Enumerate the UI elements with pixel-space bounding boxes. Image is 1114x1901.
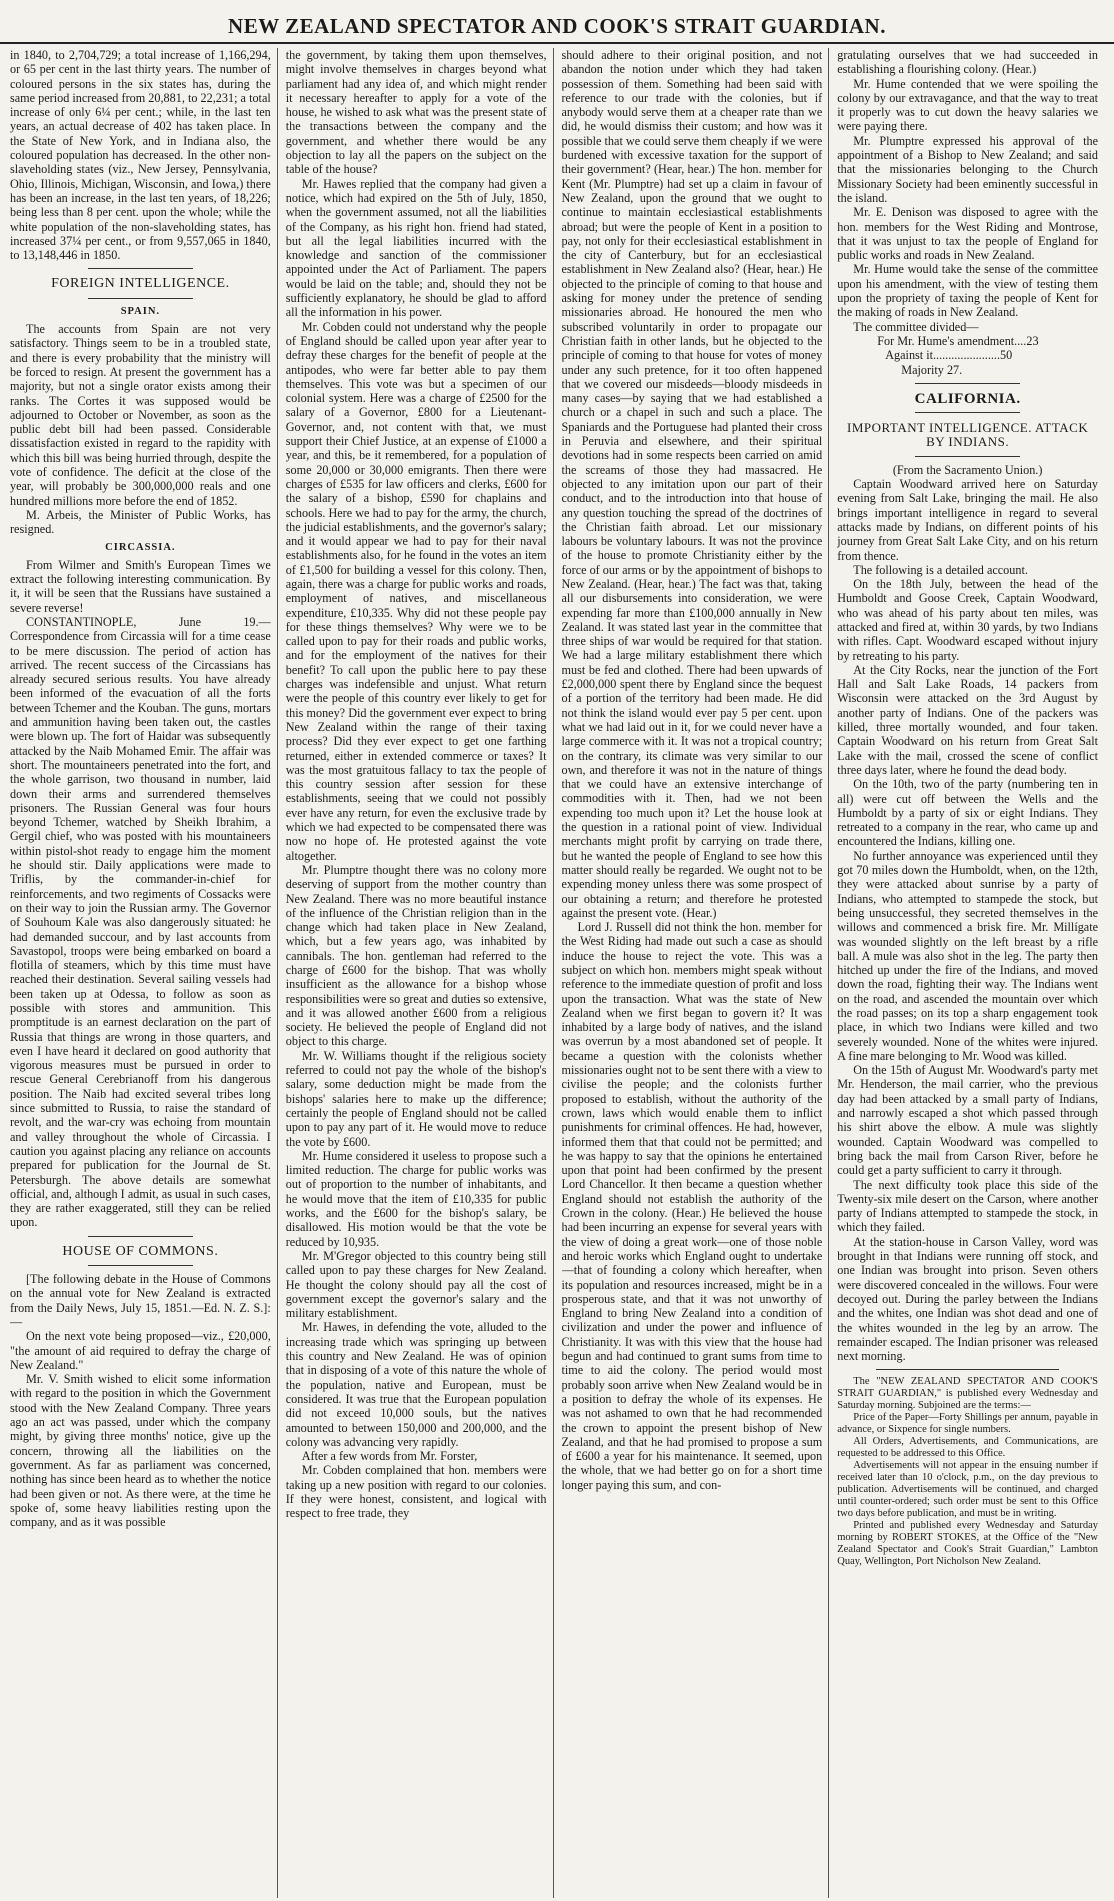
divider xyxy=(88,268,192,269)
divider xyxy=(88,298,192,299)
divider xyxy=(915,412,1019,413)
divider xyxy=(88,1265,192,1266)
paragraph: Mr. Hume contended that we were spoiling the colony by our extravagance, and that the way to treat it properly was to cut down the heavy salaries we were paying there. xyxy=(837,76,1098,134)
section-title-foreign: FOREIGN INTELLIGENCE. xyxy=(51,276,230,292)
paragraph: On the next vote being proposed—viz., £20,000, "the amount of aid required to defray the charge of New Zealand." xyxy=(10,1329,271,1372)
paragraph: Captain Woodward arrived here on Saturday evening from Salt Lake, bringing the mail. He also brings important intelligence in regard to several attacks made by Indians, on different points of his journey from Great Salt Lake City, and on his return from thence. xyxy=(837,477,1098,563)
paragraph: in 1840, to 2,704,729; a total increase of 1,166,294, or 65 per cent in the last thirty years. The number of coloured persons in the six states has, during the same period increased from 20,881, to 22,231; a total increase of only 6¼ per cent.; while, in the last ten years, an actual decrease of 402 has taken place. In the State of New York, and in Indiana also, the coloured population has decreased. In the other non-slaveholding states (viz., New Jersey, Pennsylvania, Ohio, Illinois, Michigan, Wisconsin, and Iowa,) there has been an increase, in the last ten years, of 18,226; being less than 8 per cent. upon the whole; while the white population of the non-slaveholding states, has increased 37¼ per cent., or from 9,557,065 in 1840, to 13,148,446 in 1850. xyxy=(10,48,271,263)
imprint: Advertisements will not appear in the ensuing number if received later than 10 o'clock, p.m., on the day previous to publication. Advertisements will be continued, and charged until counter-ordered; such order must be sent to this Office two days before publication, and must be in writing. xyxy=(837,1460,1098,1520)
paragraph: the government, by taking them upon themselves, might involve themselves in charges beyond what parliament had any idea of, and which might render it necessary hereafter to apply for a vote of the house, he wished to ask what was the present state of the transactions between the company and the government, and whether there would be any objection to lay all the papers on the subject on the table of the house? xyxy=(285,48,547,177)
column-4 xyxy=(837,48,1104,1898)
paragraph: Mr. W. Williams thought if the religious society referred to could not pay the whole of the bishop's salary, some deduction might be made from the bishops' salaries here to make up the difference; certainly the people of England should not be called upon to pay any part of it. He would move to reduce the vote by £600. xyxy=(285,1048,547,1149)
paragraph: The committee divided— xyxy=(853,319,979,334)
paragraph: At the City Rocks, near the junction of the Fort Hall and Salt Lake Roads, 14 packers from Wisconsin were attacked on the 3rd August by another party of Indians. One of the packers was killed, three mortally wounded, and four taken. Captain Woodward on his return from Great Salt Lake with the mail, crossed the scene of conflict three days later, where he found the dead body. xyxy=(837,662,1098,777)
headline-attack: IMPORTANT INTELLIGENCE. ATTACK BY INDIANS. xyxy=(847,420,1089,450)
paragraph: Mr. E. Denison was disposed to agree with the hon. members for the West Riding and Montrose, that it was unjust to tax the people of England for public works and roads in New Zealand. xyxy=(837,205,1098,263)
paragraph: CONSTANTINOPLE, June 19.—Correspondence from Circassia will for a time cease to be mere discussion. The period of action has arrived. The recent success of the Circassians has already secured serious results. You have already been informed of the evacuation of all the forts between Tchemer and the Kouban. The guns, mortars and ammunition having been taken out, the castles were blown up. The fort of Haidar was subsequently attacked by the Naib Mohamed Emir. The affair was short. The mountaineers penetrated into the fort, and the whole garrison, two thousand in number, laid down their arms and surrendered themselves prisoners. The Russian General was four hours beyond Tchemer, watched by Sheikh Ibrahim, a Gergil chief, who was posted with his mountaineers within pistol-shot ready to engage him the moment he should stir. Daily applications were made to Triflis, by the commander-in-chief for reinforcements, and two regiments of Cossacks were on their way to join the Russian army. The Governor of Souhoum Kale was also dangerously situated: he had demanded succour, and by last accounts from Savastopol, troops were being embarked on board a flotilla of steamers, which by this time must have reached their destination. Several sailing vessels had been taken up at Odessa, to follow as soon as possible with stores and ammunition. This promptitude is an earnest declaration on the part of Russia that things are wrong in those quarters, and even I have heard it declared on good authority that vigorous measures must be pursued in order to rescue General Cerebrianoff from his dangerous position. The Naib had excited several tribes long since submitted to Russia, to raise the standard of revolt, and the war-cry was echoing from mountain and valley throughout the whole of Circassia. I caution you against placing any reliance on accounts prepared for publication for the Journal de St. Petersburgh. The above details are somewhat official, and, although I admit, as usual in such cases, they are rather exaggerated, still they can be relied upon. xyxy=(10,614,271,1230)
subsection-title-spain: SPAIN. xyxy=(120,305,161,317)
paragraph: On the 18th July, between the head of the Humboldt and Goose Creek, Captain Woodward, who was ahead of his party about ten miles, was attacked and fired at, within 30 yards, by two Indians with rifles. Capt. Woodward escaped without injury by retreating to his party. xyxy=(837,577,1098,663)
paragraph: After a few words from Mr. Forster, xyxy=(301,1449,478,1464)
column-1 xyxy=(10,48,278,1898)
paragraph: Mr. Hume considered it useless to propose such a limited reduction. The charge for public works was out of proportion to the number of inhabitants, and he would move that the item of £10,335 for public works, and the £600 for the bishop's salary, be disallowed. His motion would be that the vote be reduced by 10,935. xyxy=(285,1148,547,1249)
paragraph: At the station-house in Carson Valley, word was brought in that Indians were running off stock, and one Indian was brought into prison. Seven others were discovered concealed in the willows. Four were decoyed out. During the parley between the Indians and the whites, one Indian was shot dead and one of the whites wounded in the leg by an arrow. The remainder escaped. The Indian prisoner was released next morning. xyxy=(837,1234,1098,1364)
paragraph: Mr. Hawes replied that the company had given a notice, which had expired on the 5th of July, 1850, when the government assumed, not all the liabilities of the Company, as his right hon. friend had stated, but all the legal liabilities incurred with the knowledge and sanction of the commissioner appointed under the Act of Parliament. The papers would be laid on the table; and, should they not be sufficiently explanatory, he should be glad to afford all the information in his power. xyxy=(285,176,547,320)
division-result: Against it......................50 xyxy=(885,348,1013,363)
imprint: Price of the Paper—Forty Shillings per annum, payable in advance, or Sixpence for single numbers. xyxy=(837,1412,1098,1436)
paragraph: Mr. V. Smith wished to elicit some information with regard to the position in which the Government stood with the New Zealand Company. Three years ago an act was passed, under which the company might, by giving three months' notice, give up the concern, throwing all the liabilities on the government. As far as parliament was concerned, nothing has since been heard as to whether the notice had been given or not. As there were, at the time he spoke of, some heavy liabilities resting upon the company, and as it was possible xyxy=(10,1372,271,1530)
division-result: For Mr. Hume's amendment....23 xyxy=(877,333,1039,348)
divider xyxy=(876,1369,1059,1370)
paragraph: Mr. M'Gregor objected to this country being still called upon to pay these charges for New Zealand. He thought the colony should pay all the cost of government except the governor's salary and the military establishment. xyxy=(285,1248,547,1321)
paragraph: M. Arbeis, the Minister of Public Works, has resigned. xyxy=(10,507,271,537)
paragraph: Lord J. Russell did not think the hon. member for the West Riding had made out such a case as should induce the house to reject the vote. This was a subject on which hon. members might speak without reference to the immediate question of profit and loss upon the transaction. What was the state of New Zealand when we first began to govern it? It was inhabited by a large body of natives, and the island was overrun by a most abandoned set of people. It became a question with the colonists whether missionaries ought not to be sent there with a view to civilise the people; and the colonists further proposed to establish, without the authority of the crown, laws which would enable them to inflict punishments for criminal offences. He had, however, informed them that that could not be permitted; and he was happy to say that the opinions he entertained upon that point had been confirmed by the present Lord Chancellor. It then became a question whether England should not establish the authority of the Crown in the colony. (Hear.) He believed the house had been incurring an expense for several years with the view of doing a great work—one of those noble and heroic works which England ought to undertake—that of founding a colony which hereafter, when its population and resources increased, might be in a prosperous state, and that it was not unworthy of England to bring New Zealand into a condition of civilization and under the power and influence of Christianity. It was with this view that the house had begun and had continued to grant sums from time to time to aid the colony. The period would most probably soon arrive when New Zealand would be in a position to defray the whole of its expenses. He was not ashamed to own that he had recommended the crown to appoint the present bishop of New Zealand, and that he had promised to propose a sum of £600 a year for his maintenance. It seemed, upon the whole, that we had better go on for a short time longer paying this sum, and con- xyxy=(561,920,823,1492)
paragraph: The accounts from Spain are not very satisfactory. Things seem to be in a troubled state, and there is every probability that the ministry will be forced to resign. At present the government has a majority, but not a single orator exists among their ranks. The Cortes it was supposed would be adjourned to October or November, as soon as the public debt bill had been passed. Considerable dissatisfaction existed in regard to the rapidity with which this bill was being hurried through, despite the vote of confidence. The deficit at the close of the year, will probably be 300,000,000 reals and one hundred millions more before the end of 1852. xyxy=(10,322,271,508)
paragraph: No further annoyance was experienced until they got 70 miles down the Humboldt, when, on the 12th, they were attacked about sunrise by a party of Indians, who attempted to stampede the stock, but being unsuccessful, they secreted themselves in the willows and commenced a brisk fire. Mr. Millígate was wounded slightly on the left breast by a rifle ball. A mule was also shot in the leg. The party then hitched up under the fire of the Indians, and moved down the road, fighting their way. The Indians went on the road, and ascended the mountain over which the road passes; on its top a sharp engagement took place, in which two Indians were killed and two severely wounded. None of the whites were injured. A fine mare belonging to Mr. Wood was killed. xyxy=(837,848,1098,1063)
imprint: The "NEW ZEALAND SPECTATOR AND COOK'S STRAIT GUARDIAN," is published every Wednesday and Saturday morning. Subjoined are the terms:— xyxy=(837,1376,1098,1412)
paragraph: From Wilmer and Smith's European Times we extract the following interesting communication. By it, it will be seen that the Russians have sustained a severe reverse! xyxy=(10,557,271,615)
divider xyxy=(915,456,1019,457)
paragraph: The following is a detailed account. xyxy=(853,562,1028,577)
paragraph: gratulating ourselves that we had succeeded in establishing a flourishing colony. (Hear.) xyxy=(837,48,1098,77)
divider xyxy=(915,383,1019,384)
section-title-commons: HOUSE OF COMMONS. xyxy=(62,1243,219,1259)
imprint: All Orders, Advertisements, and Communications, are requested to be addressed to this Office. xyxy=(837,1436,1098,1460)
paragraph: On the 15th of August Mr. Woodward's party met Mr. Henderson, the mail carrier, who the previous day had been attacked by a small party of Indians, and narrowly escaped a shot which passed through his shirt above the elbow. A mule was slightly wounded. Captain Woodward was compelled to bring back the mail from Carson River, before he could get a party sufficient to carry it through. xyxy=(837,1063,1098,1178)
divider xyxy=(88,1236,192,1237)
paragraph: The next difficulty took place this side of the Twenty-six mile desert on the Carson, where another party of Indians attempted to stampede the stock, in which they failed. xyxy=(837,1177,1098,1235)
section-title-california: CALIFORNIA. xyxy=(914,390,1021,407)
paragraph: Mr. Cobden could not understand why the people of England should be called upon year after year to defray these charges for the benefit of people at the antipodes, who were far better able to pay them themselves. This vote was but a specimen of our colonial system. Here was a charge of £2500 for the salary of a Governor, £800 for a Lieutenant-Governor, and, not content with that, we must support their Chief Justice, at an expense of £1000 a year, and this, be it remembered, for a population of some 20,000 or 30,000 emigrants. Then there were charges of £535 for law officers and clerks, £600 for the salary of a bishop, £590 for chaplains and schools. Here we had to pay for the army, the church, the judicial establishments, and the governor's salary; and it would appear we had to pay for their naval establishments also, for he found in the votes an item of £1,500 for building a vessel for this colony. Then, again, there was a charge for public works and roads, employment of natives, and miscellaneous expenditure, £10,335. Why did not these people pay for these things themselves? Why were we to be called upon to pay for their roads and public works, and for the employment of the natives for their benefit? To call upon the public here to pay these charges was indefensible and unjust. What return were the people of this country ever likely to get for this money? Did the government ever expect to bring New Zealand within the range of their taxing process? Did they ever expect to get one farthing returned, either in extended commerce or taxes? It was the most gratuitous fallacy to tax the people of this country session after session for these establishments, seeing that we could not possibly ever have any return, for even the exclusive trade by which we had expected to be compensated there was now no hope of. He protested against the vote altogether. xyxy=(285,319,547,863)
paragraph: Mr. Plumptre expressed his approval of the appointment of a Bishop to New Zealand; and said that the missionaries belonging to the Church Missionary Society had been eminently successful in the island. xyxy=(837,133,1098,205)
imprint: Printed and published every Wednesday and Saturday morning by ROBERT STOKES, at the Office of the "New Zealand Spectator and Cook's Strait Guardian," Lambton Quay, Wellington, Port Nicholson New Zealand. xyxy=(837,1520,1098,1568)
paragraph: should adhere to their original position, and not abandon the notion under which they had taken possession of them. Something had been said with reference to our trade with the colonies, but if anybody would serve them at a cheaper rate than we did, he would dismiss their custom; and how was it possible that we could serve them cheaply if we were burdened with excessive taxation for the support of their government? (Hear, hear.) The hon. member for Kent (Mr. Plumptre) had set up a claim in favour of New Zealand, upon the ground that we ought to continue to maintain ecclesiastical establishments abroad; but were the people of Kent in a position to pay, not only for their ecclesiastical establishment in the city of Canterbury, but for an ecclesiastical establishment in New Zealand also? (Hear, hear.) He objected to the principle of coming to that house and asking for money under the pretence of sending missionaries abroad. He honoured the men who subscribed voluntarily in order to propagate our Christian faith in other lands, but he objected to the principle of coming to that house for votes of money under any such pretence, for it too often happened that we covered our misdeeds—bloody misdeeds in many cases—by saying that we had established a church or a chapel in such and such a place. The Spaniards and the Portuguese had planted their cross in Peruvia and elsewhere, and their spiritual devotions had in some respects been carried on amid the screams of those they had massacred. He objected to any imitation upon our part of their conduct, and to the introduction into that house of any question touching the spread of the doctrines of the Christian faith abroad. Let our missionary labours be voluntary labours. It was not the province of the house to promote Christianity either by the force of our arms or by the appointment of bishops to New Zealand. (Hear, hear.) The fact was that, taking all our disbursements into consideration, we were expending far more than £100,000 annually in New Zealand. It was stated last year in the committee that three ships of war would be required for that station. We had a large military establishment there which must be fed and clothed. There had been upwards of £2,000,000 spent there by England since the bequest of a portion of the territory had been made. He did not think the island would ever pay 5 per cent. upon what we had laid out in it, for we could never have a large commerce with it. It was not a tropical country; on the contrary, its climate was very similar to our own, and therefore it was not in the nature of things that we could have an extensive interchange of commodities with it. Then, had we not been expending too much upon it? Let the house look at the question in a rational point of view. Individual merchants might profit by carrying on trade there, but he wanted the people of England to see how this matter should really be regarded. We ought not to be expending money unless there was some prospect of our obtaining a return; and therefore he protested against the present vote. (Hear.) xyxy=(561,48,823,920)
paragraph: Mr. Plumptre thought there was no colony more deserving of support from the mother country than New Zealand. There was no more beautiful instance of the influence of the Christian religion than in the change which had taken place in New Zealand, which, but a few years ago, was inhabited by cannibals. The hon. gentleman had referred to the charge of £600 for the bishop. That was wholly insufficient as the allowance for a bishop whose responsibilities were so great and duties so extensive, and it was allowed another £600 from a religious society. He believed the people of England did not object to this charge. xyxy=(285,862,547,1049)
masthead xyxy=(0,0,1114,44)
paragraph: Mr. Cobden complained that hon. members were taking up a new position with regard to our colonies. If they were honest, consistent, and logical with respect to free trade, they xyxy=(285,1463,547,1521)
column-3 xyxy=(562,48,830,1898)
paragraph: Mr. Hawes, in defending the vote, alluded to the increasing trade which was springing up between this country and New Zealand. He was of opinion that in disposing of a vote of this nature the whole of the population, native and European, must be considered. It was true that the European population did not exceed 10,000 souls, but the natives amounted to between 150,000 and 200,000, and the colony was advancing very rapidly. xyxy=(285,1320,547,1449)
paragraph: On the 10th, two of the party (numbering ten in all) were cut off between the Wells and the Humboldt by a party of six or eight Indians. They retreated to a company in the rear, who came up and encountered the Indians, killing one. xyxy=(837,777,1098,849)
paragraph: [The following debate in the House of Commons on the annual vote for New Zealand is extracted from the Daily News, July 15, 1851.—Ed. N. Z. S.]:— xyxy=(10,1272,271,1329)
column-2 xyxy=(286,48,554,1898)
newspaper-title: NEW ZEALAND SPECTATOR AND COOK'S STRAIT GUARDIAN. xyxy=(228,14,886,38)
source-line: (From the Sacramento Union.) xyxy=(892,462,1043,477)
division-majority: Majority 27. xyxy=(901,362,963,377)
article-columns xyxy=(10,48,1104,1898)
paragraph: Mr. Hume would take the sense of the committee upon his amendment, with the view of testing them upon the propriety of taxing the people of Kent for the making of roads in New Zealand. xyxy=(837,262,1098,320)
subsection-title-circassia: CIRCASSIA. xyxy=(105,541,176,553)
